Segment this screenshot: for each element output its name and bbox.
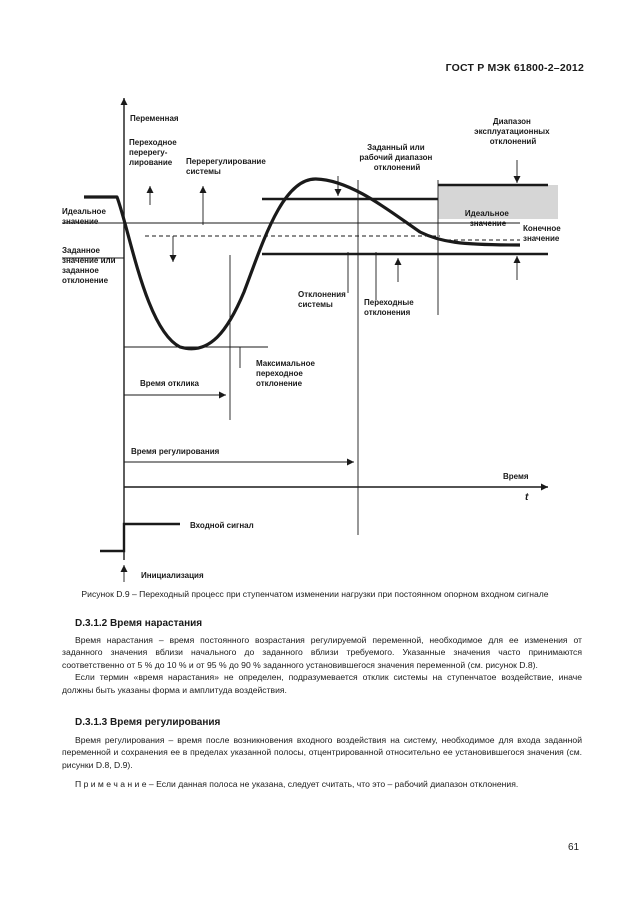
label-max-transient-deviation: Максимальное переходное отклонение bbox=[256, 359, 315, 388]
paragraph: Время нарастания – время постоянного возрастания регулируемой переменной, необходимое для ее изменения от заданного значения вблизи начального до заданного вблизи требуемого. Указанные значения часто принимаются соответственно от 5 % до 10 % и от 95 % до 90 % заданного установившегося значения переменной (см. рисунок D.8). bbox=[62, 635, 582, 670]
label-transient-deviations: Переходные отклонения bbox=[364, 298, 414, 317]
label-input-signal: Входной сигнал bbox=[190, 521, 254, 530]
label-initialization: Инициализация bbox=[141, 571, 204, 580]
note bbox=[62, 778, 582, 790]
label-dip-time: Время отклика bbox=[140, 379, 199, 388]
label-final-value: Конечное значение bbox=[523, 224, 561, 243]
section-heading-settling-time: D.3.1.3 Время регулирования bbox=[75, 717, 221, 728]
label-operating-band: Диапазон эксплуатационных отклонений bbox=[474, 117, 550, 146]
section-heading-rise-time: D.3.1.2 Время нарастания bbox=[75, 618, 203, 629]
running-header: ГОСТ Р МЭК 61800-2–2012 bbox=[445, 62, 584, 74]
label-time: Время bbox=[503, 472, 529, 481]
label-setpoint-value: Заданное значение или заданное отклонение bbox=[62, 246, 116, 285]
label-ideal-value-right: Идеальное значение bbox=[464, 209, 509, 228]
section-body-rise-time bbox=[62, 634, 582, 696]
label-settling-time: Время регулирования bbox=[131, 447, 220, 456]
note-text: П р и м е ч а н и е – Если данная полоса не указана, следует считать, что это – рабочий диапазон отклонения. bbox=[75, 779, 519, 789]
section-body-settling-time bbox=[62, 734, 582, 771]
label-variable: Переменная bbox=[130, 114, 179, 123]
input-signal-step bbox=[100, 524, 180, 551]
paragraph: Время регулирования – время после возникновения входного воздействия на систему, необходимое для входа заданной переменной и сохранения ее в пределах указанной полосы, отцентрированной относительно ее установившегося значения (см. рисунки D.8, D.9). bbox=[62, 735, 582, 770]
label-system-overshoot: Перерегулирование системы bbox=[186, 157, 266, 176]
figure-caption: Рисунок D.9 – Переходный процесс при ступенчатом изменении нагрузки при постоянном опорном входном сигнале bbox=[81, 589, 549, 599]
label-ideal-value-left: Идеальное значение bbox=[62, 207, 106, 226]
page-number: 61 bbox=[568, 842, 580, 853]
label-system-deviations: Отклонения системы bbox=[298, 290, 346, 309]
label-transient-overshoot: Переходное перерегу- лирование bbox=[129, 138, 177, 167]
paragraph: Если термин «время нарастания» не определен, подразумевается отклик системы на ступенчатое воздействие, иначе должны быть указаны форма и амплитуда воздействия. bbox=[62, 672, 582, 695]
label-setpoint-band: Заданный или рабочий диапазон отклонений bbox=[359, 143, 433, 172]
label-t: t bbox=[525, 492, 529, 503]
